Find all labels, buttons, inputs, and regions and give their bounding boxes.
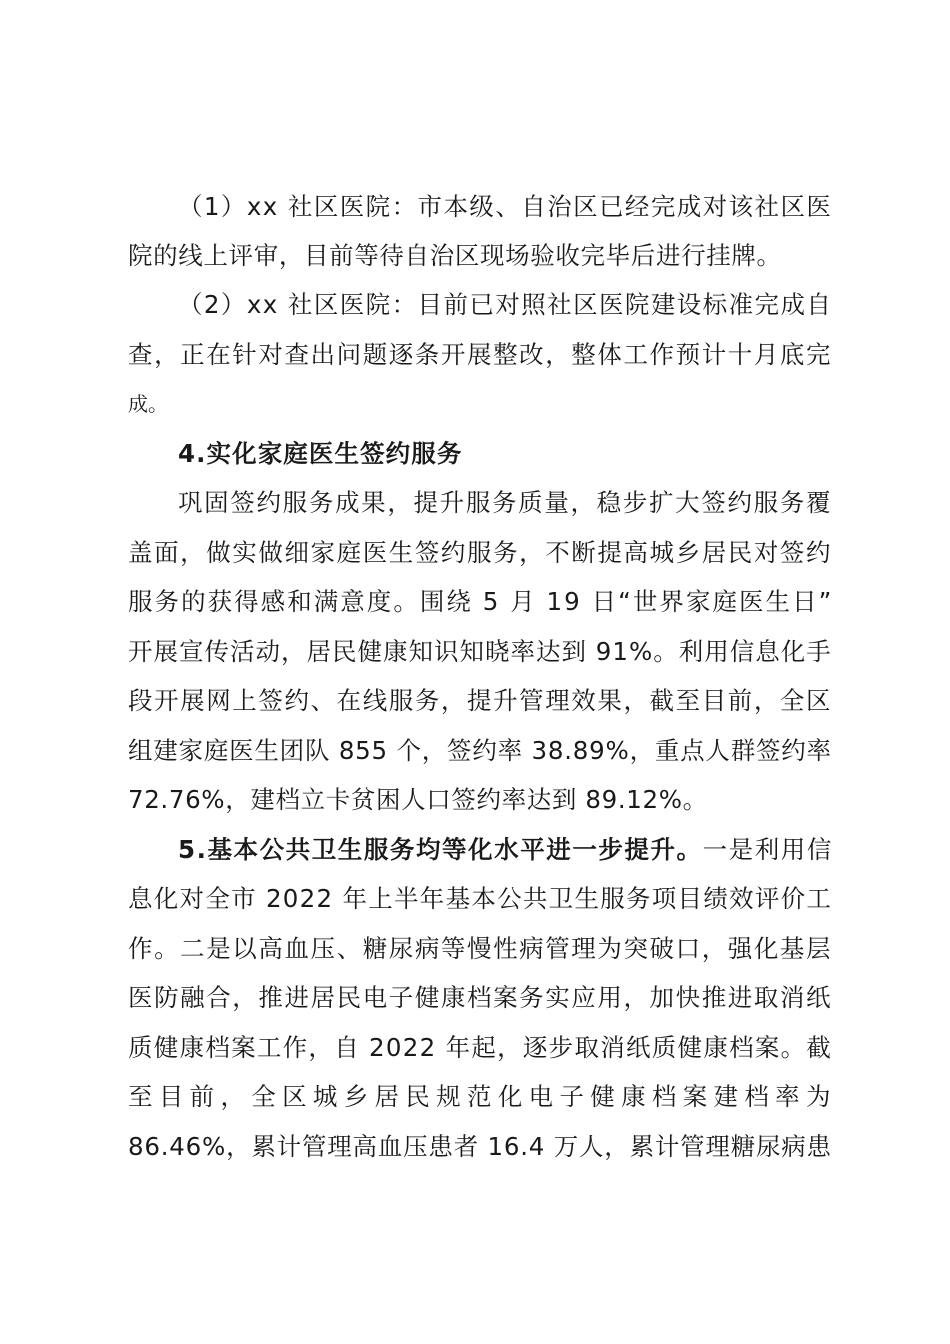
text-line: （1）xx 社区医院：市本级、自治区已经完成对该社区医: [178, 192, 833, 221]
text-line: 组建家庭医生团队 855 个，签约率 38.89%，重点人群签约率: [128, 736, 832, 765]
section-heading: 4.实化家庭医生签约服务: [178, 439, 463, 468]
text-line: 服务的获得感和满意度。围绕 5 月 19 日“世界家庭医生日”: [128, 587, 834, 616]
section-heading: 5.基本公共卫生服务均等化水平进一步提升。: [178, 835, 703, 864]
text-line: 息化对全市 2022 年上半年基本公共卫生服务项目绩效评价工: [128, 884, 833, 913]
text-line: 成。: [128, 392, 168, 416]
text-line: 作。二是以高血压、糖尿病等慢性病管理为突破口，强化基层: [128, 934, 833, 963]
text-line: 段开展网上签约、在线服务，提升管理效果，截至目前，全区: [128, 686, 833, 715]
text-line: 查，正在针对查出问题逐条开展整改，整体工作预计十月底完: [128, 340, 833, 369]
text-line: 72.76%，建档立卡贫困人口签约率达到 89.12%。: [128, 785, 708, 814]
text-line: 质健康档案工作，自 2022 年起，逐步取消纸质健康档案。截: [128, 1033, 833, 1062]
text-line: （2）xx 社区医院：目前已对照社区医院建设标准完成自: [178, 290, 833, 319]
text-line: 开展宣传活动，居民健康知识知晓率达到 91%。利用信息化手: [128, 637, 832, 666]
text-line: 86.46%，累计管理高血压患者 16.4 万人，累计管理糖尿病患: [128, 1132, 832, 1161]
text-line: 院的线上评审，目前等待自治区现场验收完毕后进行挂牌。: [128, 241, 782, 270]
text-line: 医防融合，推进居民电子健康档案务实应用，加快推进取消纸: [128, 983, 833, 1012]
text-line: 5.基本公共卫生服务均等化水平进一步提升。一是利用信: [178, 835, 833, 864]
text-line: 至目前，全区城乡居民规范化电子健康档案建档率为: [128, 1082, 837, 1111]
text-line: 巩固签约服务成果，提升服务质量，稳步扩大签约服务覆: [178, 488, 833, 517]
text-line: 盖面，做实做细家庭医生签约服务，不断提高城乡居民对签约: [128, 538, 833, 567]
